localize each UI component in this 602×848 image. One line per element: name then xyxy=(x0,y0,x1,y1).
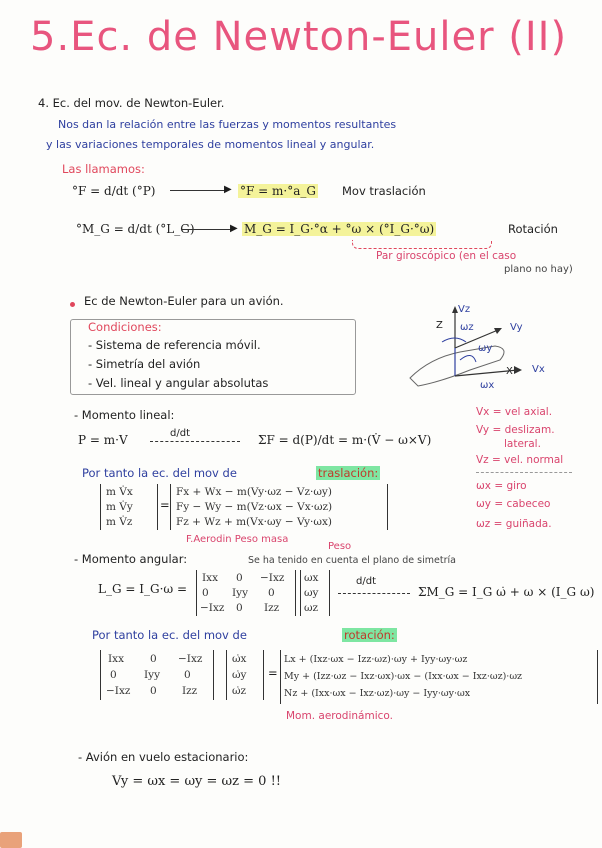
conditions-title: Condiciones: xyxy=(88,320,162,334)
wz-label: ωz xyxy=(460,322,474,333)
vector-cell: ω̇x xyxy=(232,653,247,665)
legend-item: lateral. xyxy=(504,438,541,450)
matrix-cell: m V̇x xyxy=(106,486,133,498)
legend-item: ωz = guiñada. xyxy=(476,518,552,530)
annotation-peso: Peso xyxy=(328,541,352,552)
legend-item: ωx = giro xyxy=(476,480,527,492)
matrix-cell: 0 xyxy=(202,587,209,599)
eq1-rhs: °F = m·°a_G xyxy=(240,184,316,198)
vx-label: Vx xyxy=(532,364,545,375)
giro-brace xyxy=(352,240,492,249)
legend-item: Vy = deslizam. xyxy=(476,424,555,436)
giro-note-2: plano no hay) xyxy=(504,264,573,275)
avion-heading: Ec de Newton-Euler para un avión. xyxy=(84,294,284,308)
annotation: F.Aerodin Peso masa xyxy=(186,534,289,545)
symmetry-note: Se ha tenido en cuenta el plano de simetría xyxy=(248,555,456,566)
vx-arrow xyxy=(514,366,522,374)
bullet xyxy=(70,302,75,307)
matrix-cell: −Ixz xyxy=(178,653,203,665)
las-llamamos: Las llamamos: xyxy=(62,162,145,176)
wx-label: ωx xyxy=(480,380,495,391)
traslacion-highlight: traslación: xyxy=(318,466,379,480)
x-label: X xyxy=(506,366,513,377)
z-label: Z xyxy=(436,320,443,331)
wy-arc xyxy=(460,355,476,362)
matrix-cell: My + (Izz·ωz − Ixz·ωx)·ωx − (Ixx·ωx − Ixz·ωz)·ωz xyxy=(284,671,523,682)
eq-f: ΣF = d(P)/dt = m·(V̇ − ω×V) xyxy=(258,433,432,447)
momento-lineal-heading: - Momento lineal: xyxy=(74,408,175,422)
giro-note-1: Par giroscópico (en el caso xyxy=(376,250,517,262)
vector-cell: ωx xyxy=(304,572,319,584)
matrix-cell: Fy − Wy − m(Vz·ωx − Vx·ωz) xyxy=(176,501,333,513)
matrix-cell: Fz + Wz + m(Vx·ωy − Vy·ωx) xyxy=(176,516,332,528)
eq2-label: Rotación xyxy=(508,222,558,236)
wz-arc xyxy=(442,338,466,342)
arrow-head: ▶ xyxy=(224,184,232,195)
eq2-rhs: M_G = I_G·°α + °ω × (°I_G·°ω) xyxy=(244,222,435,236)
vuelo-heading: - Avión en vuelo estacionario: xyxy=(78,750,249,764)
matrix-cell: −Ixz xyxy=(200,602,225,614)
eq-p: P = m·V xyxy=(78,433,128,447)
matrix-cell: Iyy xyxy=(232,587,249,599)
matrix-cell: 0 xyxy=(236,572,243,584)
dashed-arrow xyxy=(338,593,410,594)
matrix-cell: −Ixz xyxy=(106,685,131,697)
wy-label: ωy xyxy=(478,343,493,354)
matrix-cell: Izz xyxy=(182,685,198,697)
rotacion-highlight: rotación: xyxy=(344,628,395,642)
eq1-lhs: °F = d/dt (°P) xyxy=(72,184,156,198)
matrix-cell: Ixx xyxy=(108,653,124,665)
matrix-cell: m V̇z xyxy=(106,516,133,528)
matrix-cell: 0 xyxy=(150,685,157,697)
matrix-cell: 0 xyxy=(184,669,191,681)
matrix-cell: Iyy xyxy=(144,669,161,681)
legend-item: Vx = vel axial. xyxy=(476,406,553,418)
legend-divider xyxy=(476,472,572,473)
matrix-cell: m V̇y xyxy=(106,501,133,513)
intro-line-1: Nos dan la relación entre las fuerzas y momentos resultantes xyxy=(58,118,397,131)
matrix-cell: Fx + Wx − m(Vy·ωz − Vz·ωy) xyxy=(176,486,332,498)
equals: = xyxy=(268,666,278,680)
eq1-label: Mov traslación xyxy=(342,184,426,198)
mom-aerodinamico: Mom. aerodinámico. xyxy=(286,710,393,722)
eq2-lhs: °M_G = d/dt (°L_G) xyxy=(76,222,195,236)
arrow-line xyxy=(170,190,228,191)
matrix-cell: −Ixz xyxy=(260,572,285,584)
matrix-cell: 0 xyxy=(150,653,157,665)
arrow-head-2: ▶ xyxy=(230,223,238,234)
angular-eq-lhs: L_G = I_G·ω = xyxy=(98,582,188,596)
matrix-cell: Ixx xyxy=(202,572,218,584)
vector-cell: ωy xyxy=(304,587,319,599)
vuelo-eq: Vy = ωx = ωy = ωz = 0 !! xyxy=(112,774,282,789)
dashed-arrow xyxy=(150,441,240,442)
legend-item: ωy = cabeceo xyxy=(476,498,551,510)
legend-item: Vz = vel. normal xyxy=(476,454,564,466)
matrix-cell: Nz + (Ixx·ωx − Ixz·ωz)·ωy − Iyy·ωy·ωx xyxy=(284,688,471,699)
intro-line-2: y las variaciones temporales de momentos lineal y angular. xyxy=(46,138,375,151)
momento-angular-heading: - Momento angular: xyxy=(74,552,188,566)
condition-item: - Vel. lineal y angular absolutas xyxy=(88,376,269,390)
matrix-cell: 0 xyxy=(236,602,243,614)
angular-eq-rhs: ΣM_G = I_G ω̇ + ω × (I_G ω) xyxy=(418,585,595,599)
section-heading: 4. Ec. del mov. de Newton-Euler. xyxy=(38,96,225,110)
ddt-label: d/dt xyxy=(356,576,376,587)
vector-cell: ωz xyxy=(304,602,319,614)
matrix-cell: Lx + (Ixz·ωx − Izz·ωz)·ωy + Iyy·ωy·ωz xyxy=(284,654,468,665)
vector-cell: ω̇z xyxy=(232,685,247,697)
arrow-line-2 xyxy=(182,229,234,230)
vector-cell: ω̇y xyxy=(232,669,247,681)
equals: = xyxy=(160,498,170,512)
matrix-cell: Izz xyxy=(264,602,280,614)
traslacion-label: Por tanto la ec. del mov de xyxy=(82,466,237,480)
matrix-cell: 0 xyxy=(268,587,275,599)
rotacion-label: Por tanto la ec. del mov de xyxy=(92,628,247,642)
ddt-label: d/dt xyxy=(170,428,190,439)
vz-label: Vz xyxy=(458,304,471,315)
corner-sticker xyxy=(0,832,22,848)
vy-label: Vy xyxy=(510,322,523,333)
condition-item: - Sistema de referencia móvil. xyxy=(88,338,261,352)
matrix-cell: 0 xyxy=(110,669,117,681)
page-title: 5.Ec. de Newton-Euler (II) xyxy=(30,14,568,60)
condition-item: - Simetría del avión xyxy=(88,357,201,371)
